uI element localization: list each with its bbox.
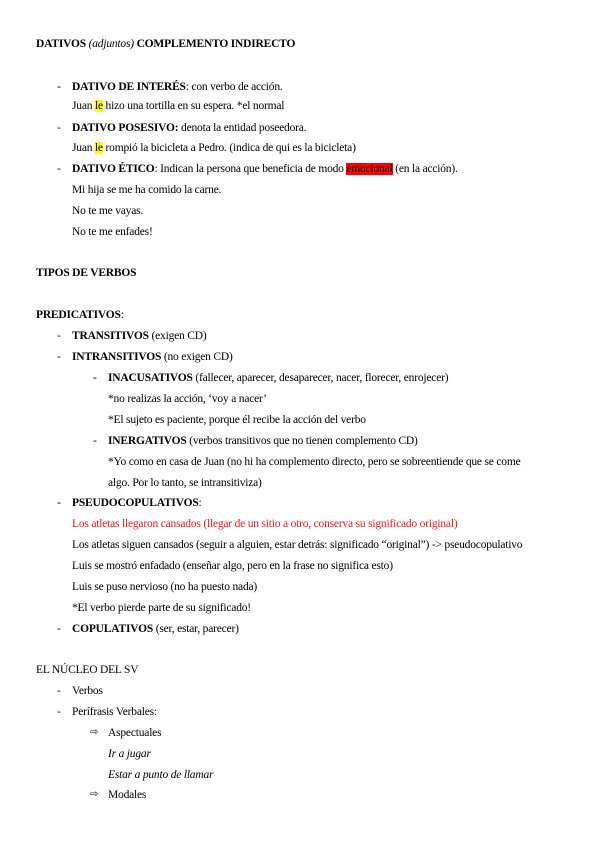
item-transitivos <box>72 329 206 343</box>
text-inergativos: (verbos transitivos que no tienen complemento CD) <box>186 435 418 447</box>
item-modales: Modales <box>108 789 147 801</box>
example-text: Juan <box>72 100 95 112</box>
example-line <box>72 99 284 113</box>
text-pseudocopulativos: : <box>198 497 202 509</box>
heading-dativos: DATIVOS <box>36 38 86 50</box>
section-heading-dativos <box>36 37 295 51</box>
label-dativo-etico: DATIVO ÉTICO <box>72 163 155 175</box>
example-italic: Estar a punto de llamar <box>108 769 214 781</box>
item-dativo-posesivo <box>72 121 306 135</box>
bullet-dash: - <box>57 685 61 697</box>
bullet-dash: - <box>93 435 97 447</box>
bullet-dash: - <box>57 351 61 363</box>
bullet-dash: - <box>93 372 97 384</box>
item-verbos: Verbos <box>72 685 103 697</box>
label-predicativos: PREDICATIVOS <box>36 309 121 321</box>
item-inacusativos <box>108 371 448 385</box>
label-inacusativos: INACUSATIVOS <box>108 372 193 384</box>
highlight-emocional: emocional <box>346 163 393 175</box>
item-copulativos <box>72 622 239 636</box>
text-dativo-etico: (en la acción). <box>392 163 458 175</box>
section-heading-tipos: TIPOS DE VERBOS <box>36 267 137 279</box>
text-copulativos: (ser, estar, parecer) <box>153 623 239 635</box>
item-intransitivos <box>72 350 233 364</box>
bullet-dash: - <box>57 623 61 635</box>
highlight-le: le <box>94 142 103 154</box>
heading-complemento: COMPLEMENTO INDIRECTO <box>136 38 296 50</box>
text-dativo-interes: : con verbo de acción. <box>185 81 283 93</box>
bullet-dash: - <box>57 163 61 175</box>
example-text: hizo una tortilla en su espera. *el normal <box>102 100 285 112</box>
bullet-dash: - <box>57 330 61 342</box>
text-transitivos: (exigen CD) <box>148 330 207 342</box>
label-intransitivos: INTRANSITIVOS <box>72 351 162 363</box>
section-heading-nucleo: EL NÚCLEO DEL SV <box>36 664 139 676</box>
subheading-predicativos <box>36 308 124 322</box>
example-line: Luis se puso nervioso (no ha puesto nada) <box>72 581 258 593</box>
text-dativo-posesivo: denota la entidad poseedora. <box>178 122 307 134</box>
heading-adjuntos: (adjuntos) <box>88 38 134 50</box>
example-line-red: Los atletas llegaron cansados (llegar de un sitio a otro, conserva su significado original) <box>72 518 458 530</box>
label-dativo-interes: DATIVO DE INTERÉS <box>72 81 186 93</box>
note-line: algo. Por lo tanto, se intransitiviza) <box>108 477 262 489</box>
example-line <box>72 141 356 155</box>
item-aspectuales: Aspectuales <box>108 727 162 739</box>
item-perifrasis: Perífrasis Verbales: <box>72 706 157 718</box>
item-dativo-interes <box>72 80 283 94</box>
example-line: Mi hija se me ha comido la carne. <box>72 184 222 196</box>
bullet-dash: - <box>57 706 61 718</box>
text-intransitivos: (no exigen CD) <box>161 351 233 363</box>
example-line: Los atletas siguen cansados (seguir a alguien, estar detrás: significado “original”) -> pseudocopulativo <box>72 539 523 551</box>
arrow-bullet-icon: ⇨ <box>90 727 99 738</box>
example-italic: Ir a jugar <box>108 748 151 760</box>
item-dativo-etico <box>72 162 458 176</box>
label-copulativos: COPULATIVOS <box>72 623 154 635</box>
label-pseudocopulativos: PSEUDOCOPULATIVOS <box>72 497 199 509</box>
item-inergativos <box>108 434 418 448</box>
text-dativo-etico: : Indican la persona que beneficia de modo <box>154 163 347 175</box>
note-line: *Yo como en casa de Juan (no hi ha complemento directo, pero se sobreentiende que se come <box>108 456 521 468</box>
text-inacusativos: (fallecer, aparecer, desaparecer, nacer, florecer, enrojecer) <box>192 372 449 384</box>
example-line: No te me enfades! <box>72 226 153 238</box>
example-line: No te me vayas. <box>72 205 144 217</box>
bullet-dash: - <box>57 122 61 134</box>
example-text: Juan <box>72 142 95 154</box>
label-transitivos: TRANSITIVOS <box>72 330 149 342</box>
example-text: rompió la bicicleta a Pedro. (indica de qui es la bicicleta) <box>102 142 356 154</box>
text-predicativos: : <box>120 309 124 321</box>
item-pseudocopulativos <box>72 496 202 510</box>
arrow-bullet-icon: ⇨ <box>90 789 99 800</box>
label-inergativos: INERGATIVOS <box>108 435 187 447</box>
note-line: *no realizas la acción, ‘voy a nacer’ <box>108 393 267 405</box>
bullet-dash: - <box>57 81 61 93</box>
note-line: *El verbo pierde parte de su significado! <box>72 602 251 614</box>
bullet-dash: - <box>57 497 61 509</box>
example-line: Luis se mostró enfadado (enseñar algo, pero en la frase no significa esto) <box>72 560 393 572</box>
note-line: *El sujeto es paciente, porque él recibe la acción del verbo <box>108 414 366 426</box>
highlight-le: le <box>94 100 103 112</box>
label-dativo-posesivo: DATIVO POSESIVO: <box>72 122 179 134</box>
